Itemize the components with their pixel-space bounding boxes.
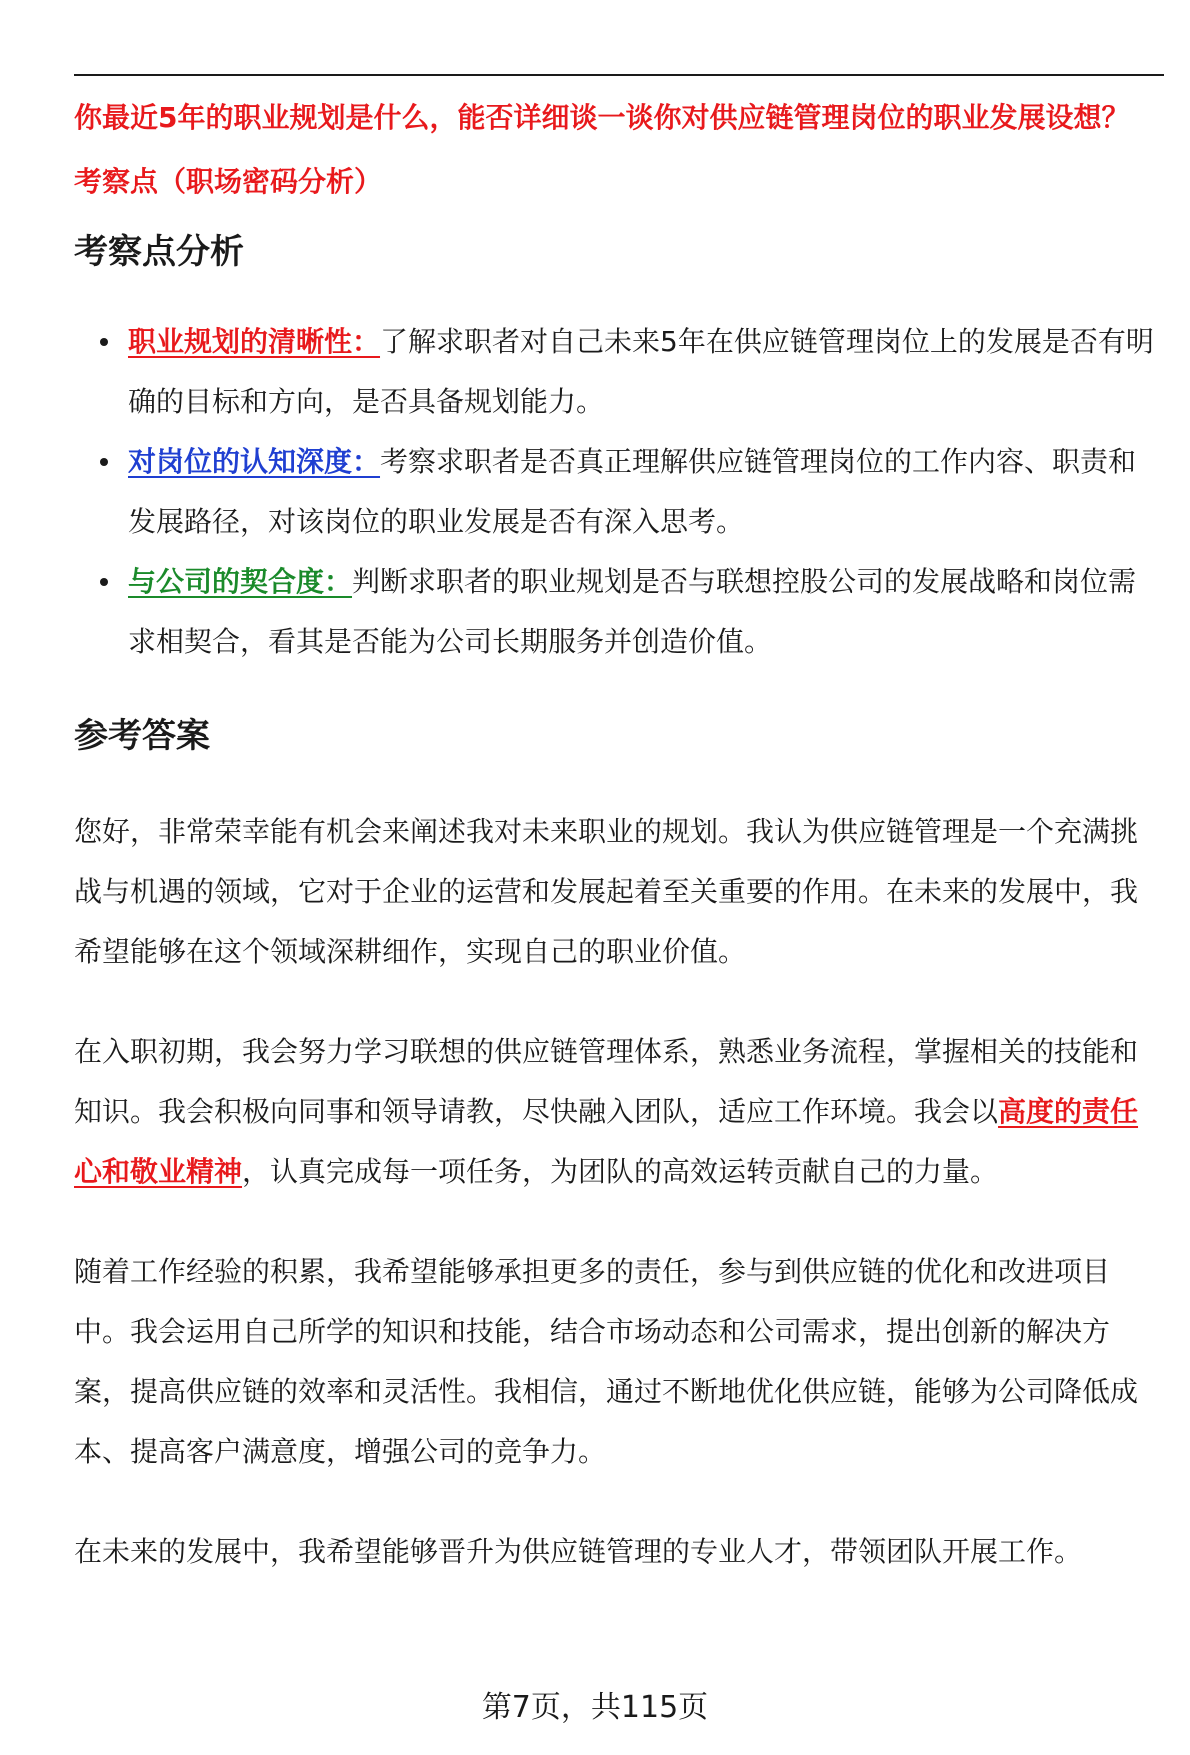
- answer-paragraph-3: 随着工作经验的积累，我希望能够承担更多的责任，参与到供应链的优化和改进项目中。我会运用自己所学的知识和技能，结合市场动态和公司需求，提出创新的解决方案，提高供应链的效率和灵活性。我相信，通过不断地优化供应链，能够为公司降低成本、提高客户满意度，增强公司的竞争力。: [74, 1255, 1139, 1468]
- exam-point-label: 考察点（职场密码分析）: [74, 165, 383, 198]
- point-term: 与公司的契合度：: [128, 565, 353, 598]
- analysis-heading: 考察点分析: [74, 232, 244, 272]
- paragraph-text: ，认真完成每一项任务，为团队的高效运转贡献自己的力量。: [242, 1155, 999, 1188]
- document-body: [74, 100, 1164, 1582]
- point-text: 了解求职者对自己未来5年在供应链管理岗位上的发展是否有明确的目标和方向，是否具备规划能力。: [128, 325, 1154, 418]
- answer-heading: 参考答案: [74, 716, 210, 756]
- highlight-text: 高度的责任心和敬业精神: [74, 1095, 1139, 1188]
- analysis-points-list: [74, 312, 1164, 672]
- bullet-icon: [100, 578, 108, 586]
- answer-paragraph-4: 在未来的发展中，我希望能够晋升为供应链管理的专业人才，带领团队开展工作。: [74, 1535, 1083, 1568]
- analysis-point-career-clarity: [128, 312, 1164, 432]
- point-term: 职业规划的清晰性：: [128, 325, 381, 358]
- paragraph-text: 在入职初期，我会努力学习联想的供应链管理体系，熟悉业务流程，掌握相关的技能和知识。我会积极向同事和领导请教，尽快融入团队，适应工作环境。我会以: [74, 1035, 1139, 1128]
- bullet-icon: [100, 338, 108, 346]
- answer-paragraph-2: [74, 1022, 1164, 1202]
- point-text: 判断求职者的职业规划是否与联想控股公司的发展战略和岗位需求相契合，看其是否能为公司长期服务并创造价值。: [128, 565, 1137, 658]
- point-text: 考察求职者是否真正理解供应链管理岗位的工作内容、职责和发展路径，对该岗位的职业发展是否有深入思考。: [128, 445, 1137, 538]
- analysis-point-company-fit: [128, 552, 1164, 672]
- point-term: 对岗位的认知深度：: [128, 445, 381, 478]
- question-title: 你最近5年的职业规划是什么，能否详细谈一谈你对供应链管理岗位的职业发展设想？: [74, 101, 1130, 134]
- page-number: 第7页，共115页: [481, 1690, 709, 1725]
- bullet-icon: [100, 458, 108, 466]
- answer-paragraph-1: 您好，非常荣幸能有机会来阐述我对未来职业的规划。我认为供应链管理是一个充满挑战与机遇的领域，它对于企业的运营和发展起着至关重要的作用。在未来的发展中，我希望能够在这个领域深耕细作，实现自己的职业价值。: [74, 815, 1139, 968]
- top-rule: [74, 74, 1164, 76]
- analysis-point-role-understanding: [128, 432, 1164, 552]
